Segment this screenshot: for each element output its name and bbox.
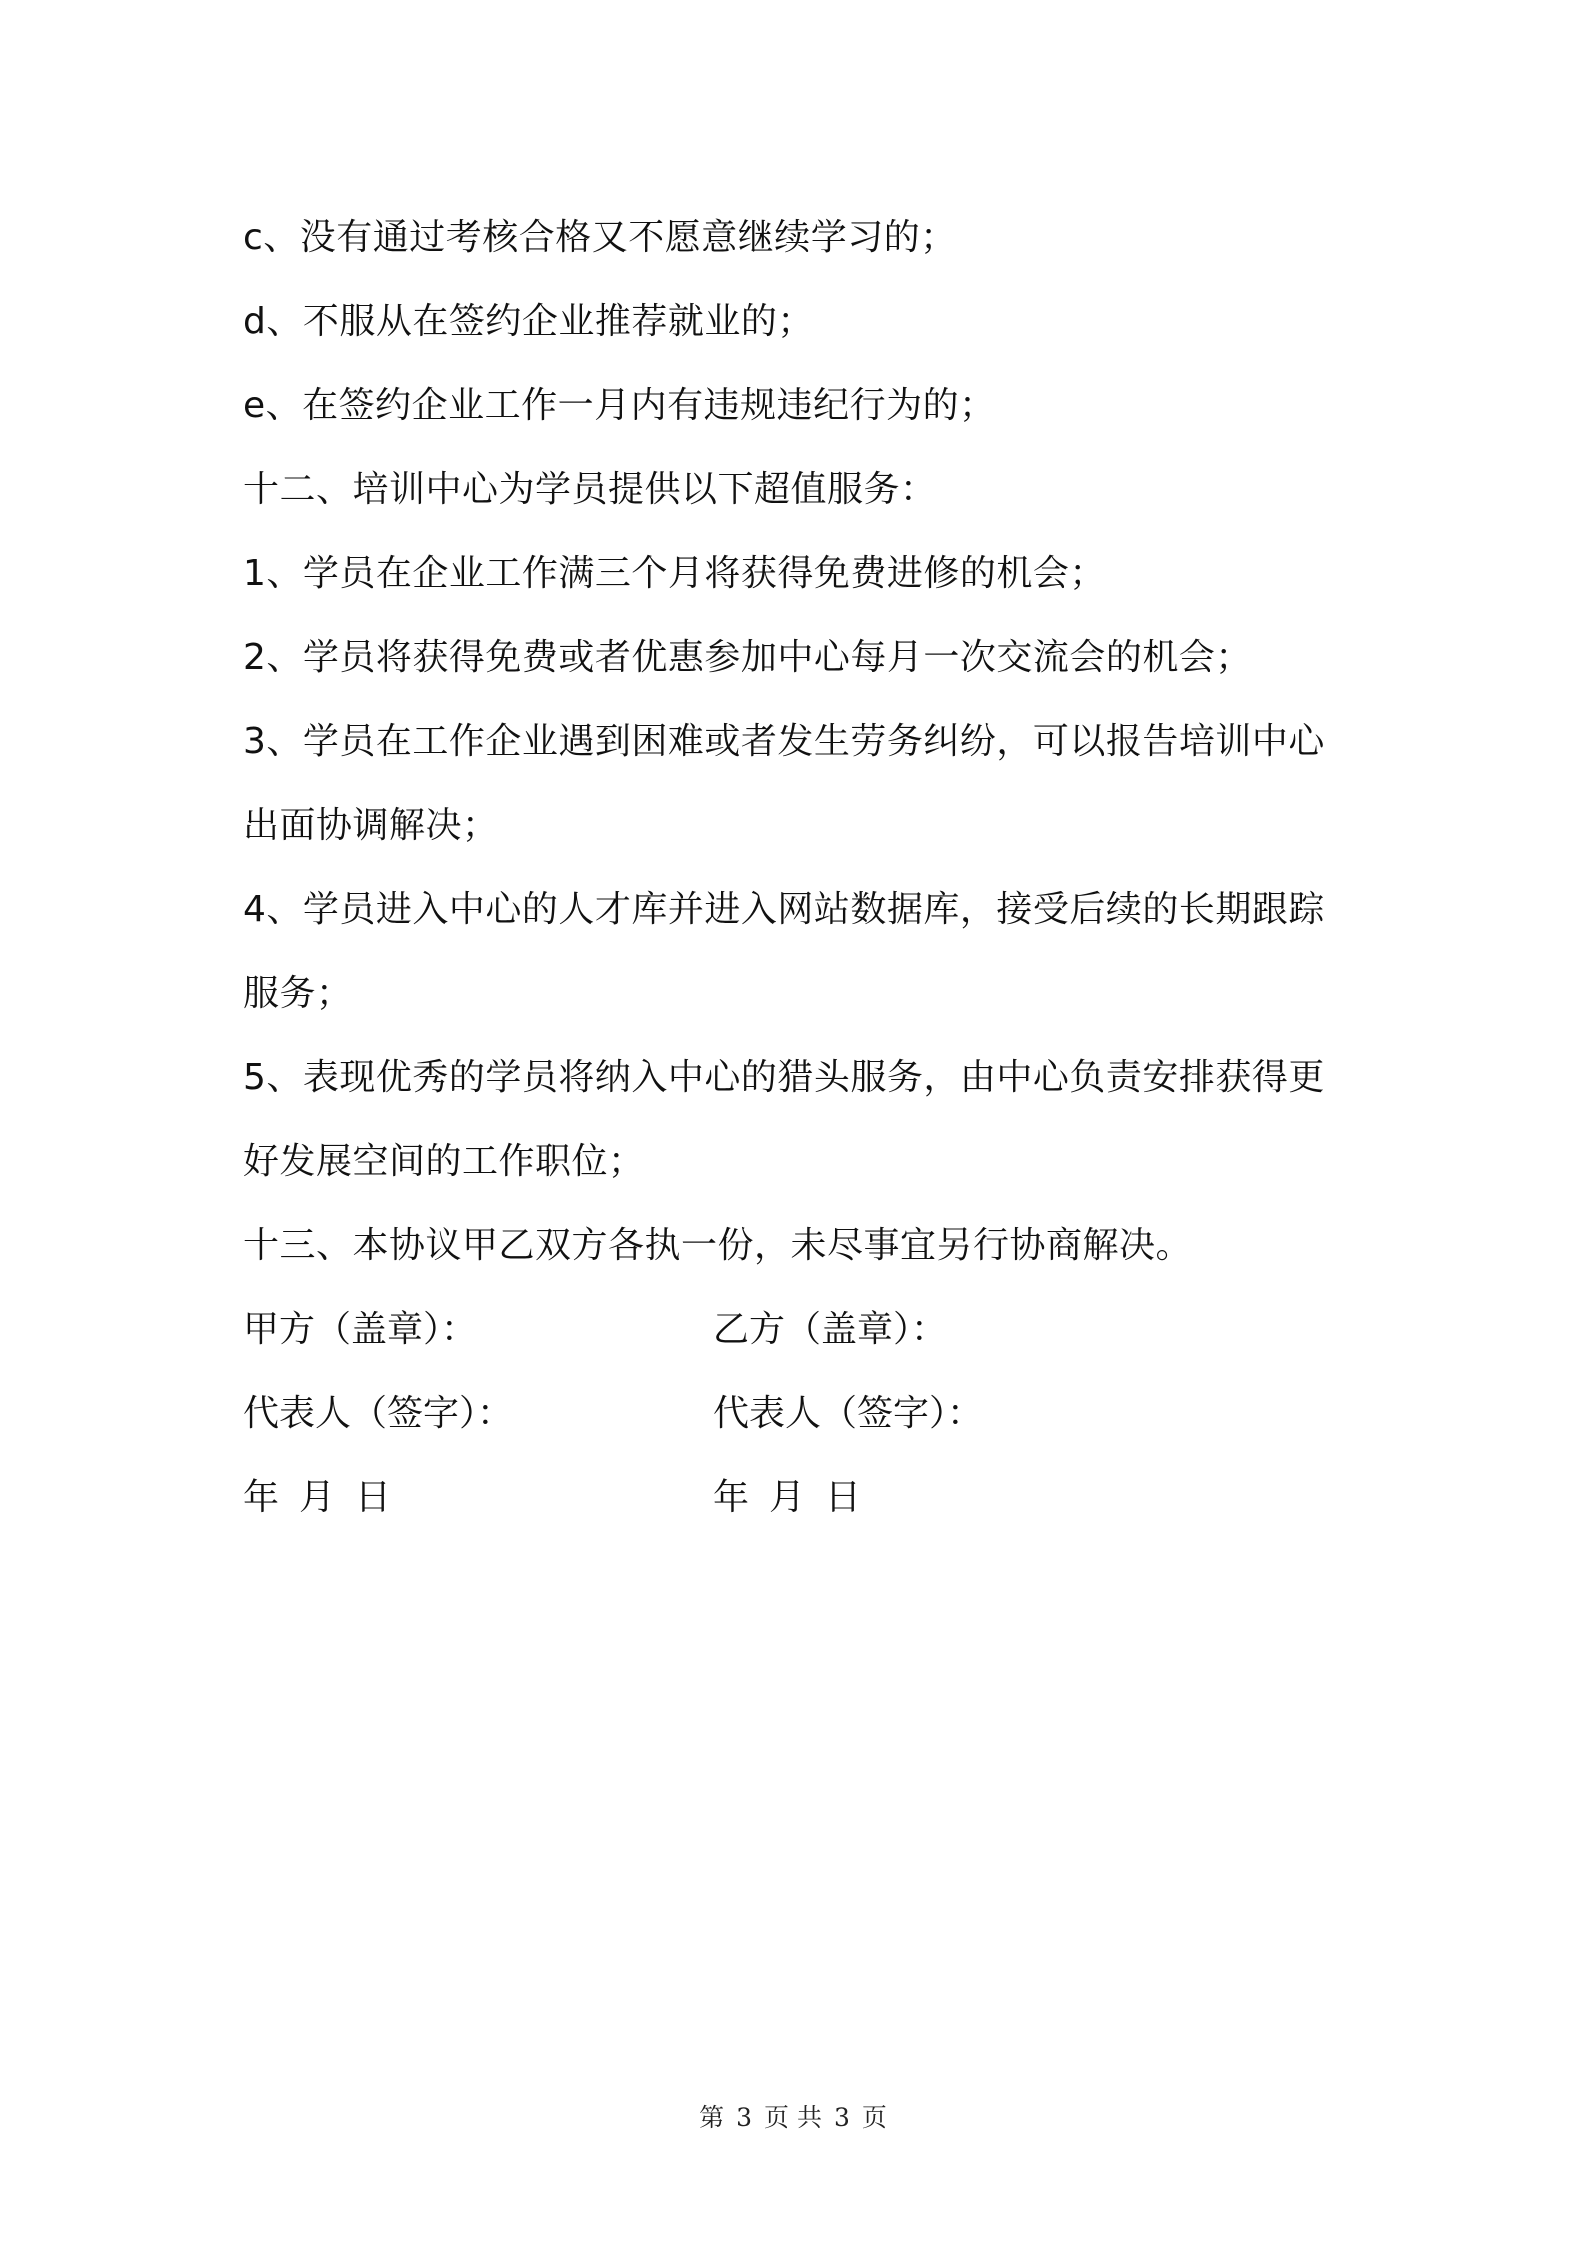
service-item-4: 4、学员进入中心的人才库并进入网站数据库，接受后续的长期跟踪: [243, 889, 1325, 930]
party-a-seal-label: 甲方（盖章）：: [243, 1309, 478, 1350]
date-month-label: 月: [769, 1477, 806, 1518]
date-year-label: 年: [713, 1477, 750, 1518]
party-b-seal-label: 乙方（盖章）：: [713, 1309, 948, 1350]
representative-row: [243, 1372, 1363, 1456]
service-item-5-continued: 好发展空间的工作职位；: [243, 1141, 645, 1182]
service-item-2: 2、学员将获得免费或者优惠参加中心每月一次交流会的机会；: [243, 637, 1252, 678]
service-item-3: 3、学员在工作企业遇到困难或者发生劳务纠纷，可以报告培训中心: [243, 721, 1325, 762]
footer-mid: 页 共: [764, 2103, 822, 2132]
footer-current-page: 3: [736, 2103, 753, 2132]
footer-total-pages: 3: [833, 2103, 850, 2132]
party-b-date: [713, 1456, 1213, 1540]
date-year-label: 年: [243, 1477, 280, 1518]
paragraph-c: c、没有通过考核合格又不愿意继续学习的；: [243, 217, 957, 258]
date-day-label: 日: [825, 1477, 862, 1518]
party-a-date: [243, 1456, 713, 1540]
section-13-paragraph: 十三、本协议甲乙双方各执一份，未尽事宜另行协商解决。: [243, 1225, 1193, 1266]
date-month-label: 月: [299, 1477, 336, 1518]
paragraph-d: d、不服从在签约企业推荐就业的；: [243, 301, 814, 342]
party-b-representative-label: 代表人（签字）：: [713, 1393, 984, 1434]
party-a-representative-label: 代表人（签字）：: [243, 1393, 514, 1434]
service-item-5: 5、表现优秀的学员将纳入中心的猎头服务，由中心负责安排获得更: [243, 1057, 1325, 1098]
date-row: [243, 1456, 1363, 1540]
service-item-1: 1、学员在企业工作满三个月将获得免费进修的机会；: [243, 553, 1106, 594]
footer-suffix: 页: [861, 2103, 887, 2132]
section-12-heading: 十二、培训中心为学员提供以下超值服务：: [243, 469, 937, 510]
date-day-label: 日: [355, 1477, 392, 1518]
footer-prefix: 第: [699, 2103, 725, 2132]
service-item-4-continued: 服务；: [243, 973, 353, 1014]
service-item-3-continued: 出面协调解决；: [243, 805, 499, 846]
document-body: [243, 196, 1363, 1540]
paragraph-e: e、在签约企业工作一月内有违规违纪行为的；: [243, 385, 996, 426]
page-footer: [0, 2098, 1586, 2134]
seal-row: [243, 1288, 1363, 1372]
